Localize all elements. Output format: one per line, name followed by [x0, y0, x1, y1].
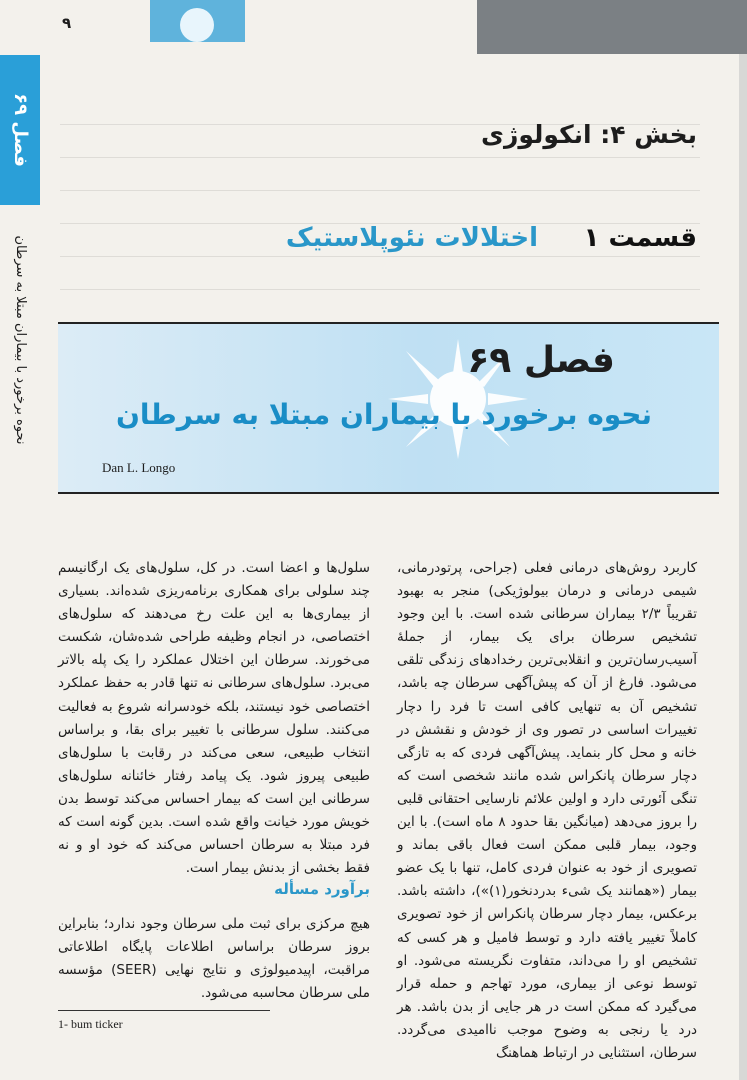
- chapter-title: نحوه برخورد با بیماران مبتلا به سرطان: [116, 398, 652, 431]
- page-number: ۹: [62, 14, 72, 32]
- body-paragraph: کاربرد روش‌های درمانی فعلی (جراحی، پرتودرمانی، شیمی درمانی و درمان بیولوژیکی) منجر به بهبود تقریباً ۲/۳ بیماران سرطانی شده است. با این وجود تشخیص سرطان برای یک بیمار، از جملهٔ آسیب‌رسان‌ترین و انقلابی‌ترین رخدادهای زندگی تلقی می‌شود. فارغ از آن که پیش‌آگهی سرطان چه باشد، تشخیص آن به تنهایی کافی است تا فرد را دچار تغییرات اساسی در تصور وی از خودش و نقشش در خانه و محل کار بنماید. پیش‌آگهی فردی که به تازگی دچار سرطان پانکراس شده مانند شخصی است که تنگی آئورتی دارد و اولین علائم نارسایی احتقانی قلبی را بروز می‌دهد (میانگین بقا حدود ۸ ماه است). با این وجود، بیمار قلبی ممکن است فعال باقی بماند و تصویری از خود به عنوان فردی کامل، تنها با یک عضو بیمار («همانند یک شیء بدردنخور(۱)»)، داشته باشد. برعکس، بیمار دچار سرطان پانکراس از خود تصویری کاملاً تغییر یافته دارد و توسط فامیل و هر کسی که تشخیص او را می‌داند، متفاوت نگریسته می‌شود. او توسط نوعی از بیماری، مورد تهاجم و حمله قرار می‌گیرد که ممکن است در هر جایی از بدن باشد. هر درد یا رنجی به وضوح موجب ناامیدی می‌گردد. سرطان، استثنایی در ارتباط هماهنگ: [397, 560, 698, 1061]
- footnote: 1- bum ticker: [58, 1017, 123, 1031]
- chapter-author: Dan L. Longo: [102, 460, 176, 475]
- body-column-right: [397, 557, 697, 1065]
- running-title: نحوه برخورد با بیماران مبتلا به سرطان: [13, 235, 28, 445]
- body-column-left: [58, 557, 370, 880]
- part-heading: [197, 223, 697, 253]
- part-number: قسمت ۱: [583, 223, 697, 253]
- part-title: اختلالات نئوپلاستیک: [285, 223, 539, 253]
- subsection-paragraph: هیچ مرکزی برای ثبت ملی سرطان وجود ندارد؛ بنابراین بروز سرطان براساس اطلاعات پایگاه اطلاعاتی مراقبت، اپیدمیولوژی و نتایج نهایی (SEER) مؤسسه ملی سرطان محاسبه می‌شود.: [58, 916, 371, 1002]
- body-paragraph: سلول‌ها و اعضا است. در کل، سلول‌های یک ارگانیسم چند سلولی برای همکاری برنامه‌ریزی شده‌اند. بسیاری از بیماری‌ها به این علت رخ می‌دهند که سلول‌های اختصاصی، در انجام وظیفه طراحی شده‌شان، شکست می‌خورند. سرطان این اختلال عملکرد را یک پله بالاتر می‌برد. سلول‌های سرطانی نه تنها قادر به حفظ عملکرد اختصاصی خود نیستند، بلکه خودسرانه شروع به فعالیت می‌کنند. سلول سرطانی با تغییر برای بقا، و براساس انتخاب طبیعی، سعی می‌کند در رقابت با سلول‌های طبیعی پیروز شود. یک پیامد رفتار خائنانه سلول‌های سرطانی این است که بیمار احساس می‌کند توسط بدن خویش مورد خیانت واقع شده است. بدین گونه است که فرد مبتلا به سرطان احساس می‌کند که خود او و نه فقط بخشی از بدنش بیمار است.: [58, 560, 370, 877]
- side-tab-label: فصل ۶۹: [10, 93, 31, 167]
- footnote-divider: [58, 1010, 270, 1011]
- header-gray-band: [477, 0, 747, 54]
- page-edge: [739, 54, 747, 1080]
- chapter-side-tab: [0, 55, 40, 205]
- header-decoration: [150, 0, 245, 42]
- section-heading: بخش ۴: انکولوژی: [481, 120, 697, 149]
- chapter-label: فصل ۶۹: [467, 340, 615, 381]
- subsection-heading: برآورد مسأله: [274, 880, 370, 898]
